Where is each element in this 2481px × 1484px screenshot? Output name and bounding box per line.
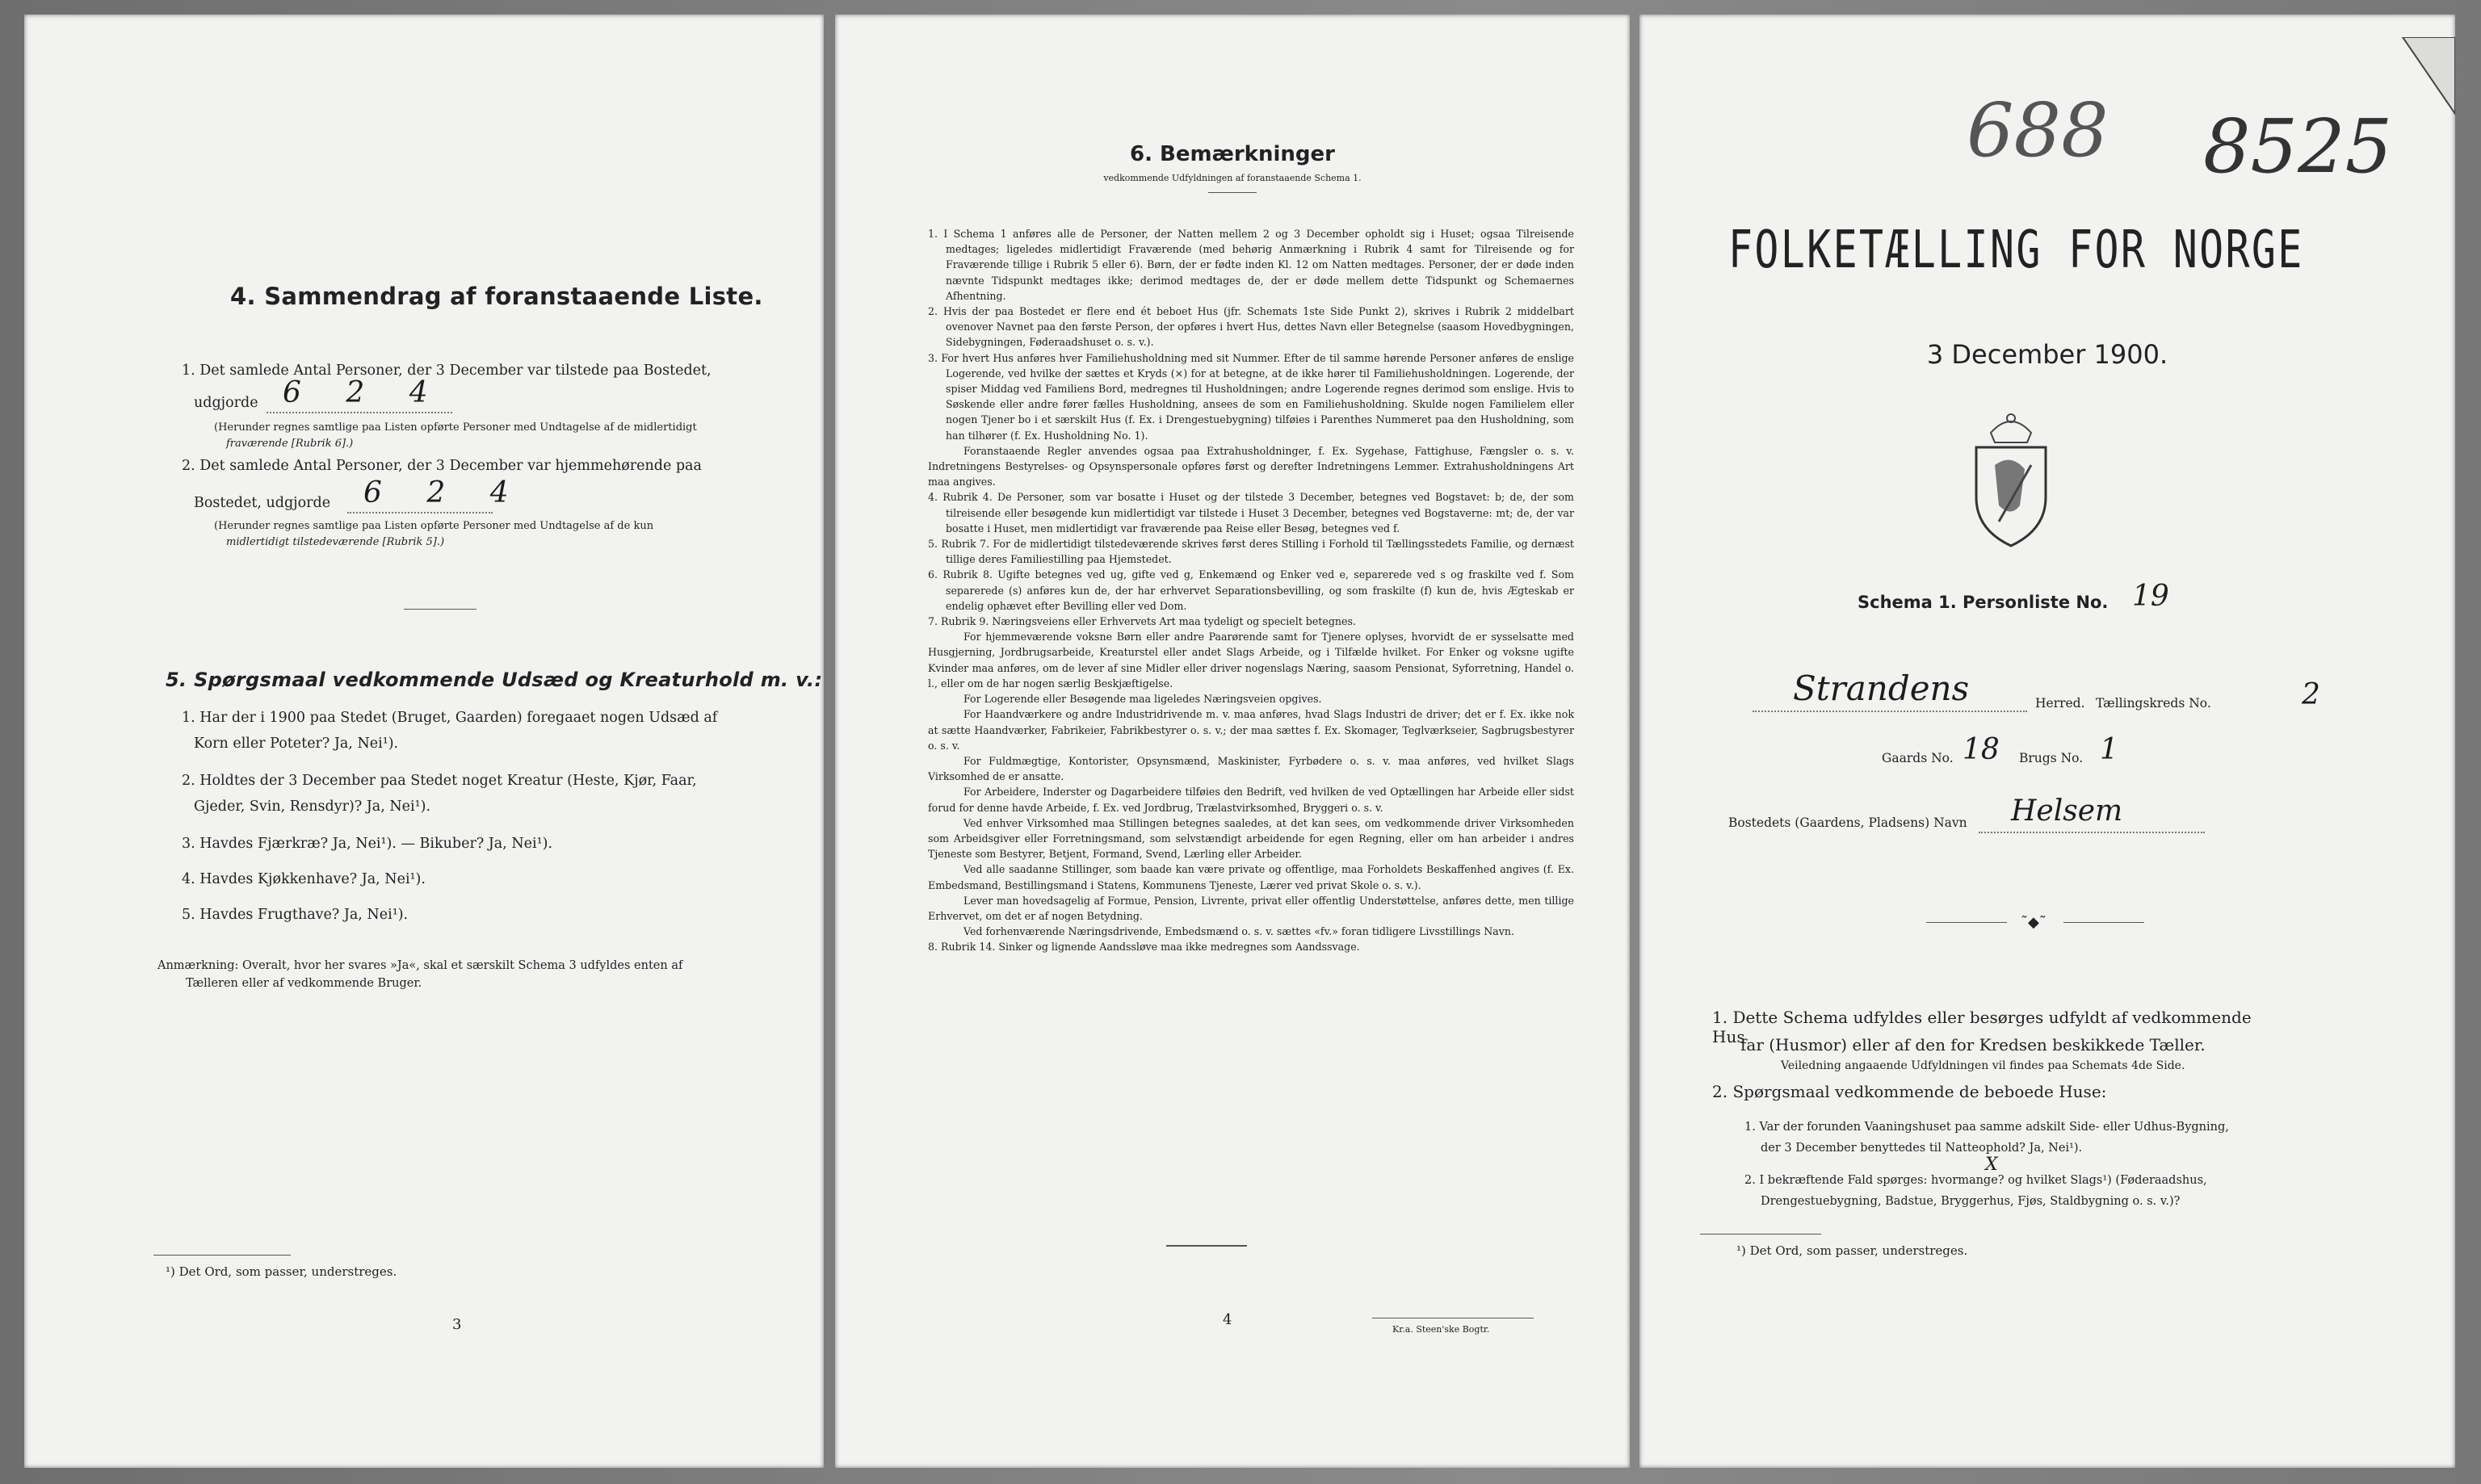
- question-3: 3. Havdes Fjærkræ? Ja, Nei¹). — Bikuber? Ja, Nei¹).: [182, 836, 553, 852]
- question-1-b: Korn eller Poteter? Ja, Nei¹).: [194, 736, 399, 752]
- handwritten-x: X: [1985, 1155, 1998, 1175]
- brugs-label: Brugs No.: [2019, 751, 2084, 765]
- note-1-c: Veiledning angaaende Udfyldningen vil findes paa Schemats 4de Side.: [1781, 1059, 2185, 1072]
- page-middle: [835, 15, 1630, 1468]
- divider: [1166, 1245, 1247, 1247]
- paragraph: 6. Rubrik 8. Ugifte betegnes ved ug, gifte ved g, Enkemænd og Enker ved e, separerede ved s og fraskilte ved f. Som separerede (s) anføres kun de, der har erhvervet Separationsbevilling, og som fraskilte (f) kun de, hvis Ægteskab er endelig ophævet efter Bevilling eller ved Dom.: [928, 568, 1574, 612]
- kreds-label: Tællingskreds No.: [2096, 696, 2211, 711]
- paragraph: 8. Rubrik 14. Sinker og lignende Aandssløve maa ikke medregnes som Aandssvage.: [928, 941, 1360, 954]
- page-number: 4: [1223, 1311, 1232, 1328]
- census-date: 3 December 1900.: [1926, 339, 2168, 370]
- paragraph: 3. For hvert Hus anføres hver Familiehusholdning med sit Nummer. Efter de til samme hørende Personer anføres de enslige Logerende, ved hvilke der sættes et Kryds (×) for at betegne, at de ikke hører til Familiehusholdningen. Logerende, der spiser Middag ved Familiens Bord, medregnes til Husholdningen; andre Logerende regnes derimod som enslige. Hvis to Søskende eller andre fører fælles Husholdning, ansees de som en Familiehusholdning. Skulde nogen Familielem eller nogen Tjener bo i et særskilt Hus (f. Ex. i Drengestuebygning) tilføies i Parenthes Nummeret paa den Husholdning, som han tilhører (f. Ex. Husholdning No. 1).: [928, 351, 1574, 442]
- schema-label: Schema 1. Personliste No.: [1858, 593, 2109, 612]
- paragraph: For Fuldmægtige, Kontorister, Opsynsmænd, Maskinister, Fyrbødere o. s. v. maa anføres, ved hvilket Slags Virksomhed de er ansatte.: [928, 754, 1574, 783]
- paragraph: For Haandværkere og andre Industridrivende m. v. maa anføres, hvad Slags Industri de driver; det er f. Ex. ikke nok at sætte Haandværker, Fabrikeier, Fabrikbestyrer o. s. v.; der maa sættes f. Ex. Skomager, Teglværkseier, Sagbrugsbestyrer o. s. v.: [928, 708, 1574, 752]
- divider: [2063, 922, 2144, 923]
- question-2: 2. Holdtes der 3 December paa Stedet noget Kreatur (Heste, Kjør, Faar,: [182, 773, 697, 789]
- item1-value: 6 2 4: [283, 376, 446, 409]
- remark-b: Tælleren eller af vedkommende Bruger.: [186, 977, 422, 990]
- item1-line: [267, 412, 452, 413]
- divider: [404, 609, 476, 610]
- item1-note-b: fraværende [Rubrik 6].): [226, 438, 354, 450]
- question-1: 1. Har der i 1900 paa Stedet (Bruget, Gaarden) foregaaet nogen Udsæd af: [182, 710, 718, 726]
- main-title: FOLKETÆLLING FOR NORGE: [1728, 220, 2304, 280]
- question-2-b: Gjeder, Svin, Rensdyr)? Ja, Nei¹).: [194, 799, 431, 815]
- question-4: 4. Havdes Kjøkkenhave? Ja, Nei¹).: [182, 871, 426, 887]
- archive-number-right: 8525: [2203, 103, 2393, 190]
- divider: [1926, 922, 2007, 923]
- paragraph: Ved forhenværende Næringsdrivende, Embedsmænd o. s. v. sættes «fv.» foran tidligere Livsstillings Navn.: [963, 925, 1515, 938]
- herred-value: Strandens: [1793, 669, 1970, 708]
- bosted-line: [1979, 832, 2205, 833]
- note-2-2-b: Drengestuebygning, Badstue, Bryggerhus, Fjøs, Staldbygning o. s. v.)?: [1761, 1195, 2181, 1208]
- paragraph: 7. Rubrik 9. Næringsveiens eller Erhvervets Art maa tydeligt og specielt betegnes.: [928, 615, 1356, 628]
- coat-of-arms-icon: [1967, 409, 2055, 550]
- paragraph: 1. I Schema 1 anføres alle de Personer, der Natten mellem 2 og 3 December opholdt sig i Huset; ogsaa Tilreisende medtages; ligeledes midlertidigt Fraværende (med behørig Anmærkning i Rubrik 4 samt for Tilreisende og for Fraværende tillige i Rubrik 5 eller 6). Børn, der er fødte inden Kl. 12 om Natten medtages. Personer, der er døde inden nævnte Tidspunkt medtages ikke; derimod medtages de, der er døde mellem dette Tidspunkt og Schemaernes Afhentning.: [928, 228, 1574, 302]
- divider: [1208, 192, 1257, 193]
- item2-value: 6 2 4: [363, 476, 527, 509]
- remarks-title: 6. Bemærkninger: [1130, 142, 1335, 166]
- remarks-subtitle: vedkommende Udfyldningen af foranstaaende Schema 1.: [1103, 173, 1362, 183]
- paragraph: 4. Rubrik 4. De Personer, som var bosatte i Huset og der tilstede 3 December, betegnes ved Bogstavet: b; de, der som tilreisende eller besøgende kun midlertidigt var tilstede i Huset 3 December, betegnes ved Bogstaverne: mt; de, der var bosatte i Huset, men midlertidigt var fraværende paa Reise eller Besøg, betegnes ved f.: [928, 491, 1574, 534]
- paragraph: 5. Rubrik 7. For de midlertidigt tilstedeværende skrives først deres Stilling i Forhold til Tællingsstedets Familie, og dernæst tillige deres Familiestilling paa Hjemstedet.: [928, 538, 1574, 566]
- bosted-value: Helsem: [2011, 794, 2123, 828]
- paragraph: Foranstaaende Regler anvendes ogsaa paa Extrahusholdninger, f. Ex. Sygehase, Fattighuse, Fængsler o. s. v. Indretningens Bestyrelses- og Opsynspersonale opføres først og derefter Indretningens Lemmer. Extrahusholdningens Art maa angives.: [928, 444, 1574, 488]
- bosted-label: Bostedets (Gaardens, Pladsens) Navn: [1728, 815, 1967, 830]
- note-1: 1. Dette Schema udfyldes eller besørges udfyldt af vedkommende Hus: [1712, 1008, 2252, 1046]
- question-5: 5. Havdes Frugthave? Ja, Nei¹).: [182, 907, 409, 923]
- herred-label: Herred.: [2035, 696, 2085, 711]
- note-2-2: 2. I bekræftende Fald spørges: hvormange? og hvilket Slags¹) (Føderaadshus,: [1744, 1174, 2207, 1187]
- item1-label: udgjorde: [194, 395, 258, 411]
- footnote: ¹) Det Ord, som passer, understreges.: [166, 1264, 397, 1279]
- footnote-rule: [153, 1255, 291, 1256]
- brugs-value: 1: [2100, 733, 2118, 766]
- archive-number-left: 688: [1967, 87, 2109, 174]
- note-2-1: 1. Var der forunden Vaaningshuset paa samme adskilt Side- eller Udhus-Bygning,: [1744, 1121, 2229, 1134]
- footnote: ¹) Det Ord, som passer, understreges.: [1736, 1243, 1968, 1258]
- item2-text: 2. Det samlede Antal Personer, der 3 December var hjemmehørende paa: [182, 458, 702, 474]
- paragraph: For Arbeidere, Inderster og Dagarbeidere tilføies den Bedrift, ved hvilken de ved Optællingen har Arbeide eller sidst forud for denne havde Arbeide, f. Ex. ved Jordbrug, Trælastvirksomhed, Bryggeri o. s. v.: [928, 786, 1574, 814]
- section4-title: 4. Sammendrag af foranstaaende Liste.: [230, 283, 763, 310]
- note-2: 2. Spørgsmaal vedkommende de beboede Huse:: [1712, 1082, 2107, 1101]
- page-left: [24, 15, 824, 1468]
- footnote-rule: [1700, 1234, 1821, 1235]
- note-1-b: far (Husmor) eller af den for Kredsen beskikkede Tæller.: [1740, 1035, 2206, 1054]
- item2-line: [347, 512, 493, 514]
- folded-corner-icon: [2395, 37, 2455, 126]
- page-right: [1639, 15, 2455, 1468]
- page-number: 3: [452, 1316, 462, 1333]
- item2-label: Bostedet, udgjorde: [194, 495, 331, 511]
- paragraph: Ved enhver Virksomhed maa Stillingen betegnes saaledes, at det kan sees, om vedkommende driver Virksomheden som Arbeidsgiver eller Forretningsmand, som selvstændigt arbeidende for egen Regning, eller om han arbeider i andres Tjeneste som Bestyrer, Betjent, Formand, Svend, Lærling eller Arbeider.: [928, 816, 1574, 861]
- section5-title: 5. Spørgsmaal vedkommende Udsæd og Kreaturhold m. v.:: [166, 669, 823, 691]
- paragraph: For hjemmeværende voksne Børn eller andre Paarørende samt for Tjenere oplyses, hvorvidt de er sysselsatte med Husgjerning, Jordbrugsarbeide, Kreaturstel eller andet Slags Arbeide, og i Tilfælde hvilket. For Enker og voksne ugifte Kvinder maa anføres, om de lever af sine Midler eller driver nogenslags Næring, saasom Pensionat, Syforretning, Handel o. l., eller om de har nogen særlig Beskjæftigelse.: [928, 631, 1574, 690]
- item2-note-b: midlertidigt tilstedeværende [Rubrik 5].): [226, 536, 445, 548]
- remarks-body: [928, 226, 1574, 955]
- paragraph: 2. Hvis der paa Bostedet er flere end ét beboet Hus (jfr. Schemats 1ste Side Punkt 2), skrives i Rubrik 2 middelbart ovenover Navnet paa den første Person, der opføres i hvert Hus, dettes Navn eller Betegnelse (saasom Hovedbygningen, Sidebygningen, Føderaadshuset o. s. v.).: [928, 305, 1574, 349]
- item1-text: 1. Det samlede Antal Personer, der 3 December var tilstede paa Bostedet,: [182, 363, 712, 379]
- schema-number: 19: [2132, 580, 2169, 613]
- gaards-value: 18: [1963, 733, 2000, 766]
- ornament-icon: ˜◆˜: [2021, 914, 2047, 931]
- paragraph: Ved alle saadanne Stillinger, som baade kan være private og offentlige, maa Forholdets Beskaffenhed angives (f. Ex. Embedsmand, Bestillingsmand i Statens, Kommunens Tjeneste, Lærer ved privat Skole o. s. v.).: [928, 863, 1574, 891]
- paragraph: For Logerende eller Besøgende maa ligeledes Næringsveien opgives.: [963, 693, 1322, 706]
- printer: Kr.a. Steen'ske Bogtr.: [1392, 1324, 1490, 1335]
- remark: Anmærkning: Overalt, hvor her svares »Ja«, skal et særskilt Schema 3 udfyldes enten af: [157, 959, 683, 972]
- paragraph: Lever man hovedsagelig af Formue, Pension, Livrente, privat eller offentlig Understøttelse, anføres dette, men tillige Erhvervet, om det er af nogen Betydning.: [928, 894, 1574, 922]
- note-2-1-b: der 3 December benyttedes til Natteophold? Ja, Nei¹).: [1761, 1142, 2083, 1155]
- item1-note: (Herunder regnes samtlige paa Listen opførte Personer med Undtagelse af de midlertidigt: [214, 421, 697, 434]
- herred-line: [1753, 711, 2027, 712]
- kreds-value: 2: [2302, 678, 2320, 711]
- item2-note: (Herunder regnes samtlige paa Listen opførte Personer med Undtagelse af de kun: [214, 520, 654, 532]
- gaards-label: Gaards No.: [1882, 751, 1954, 765]
